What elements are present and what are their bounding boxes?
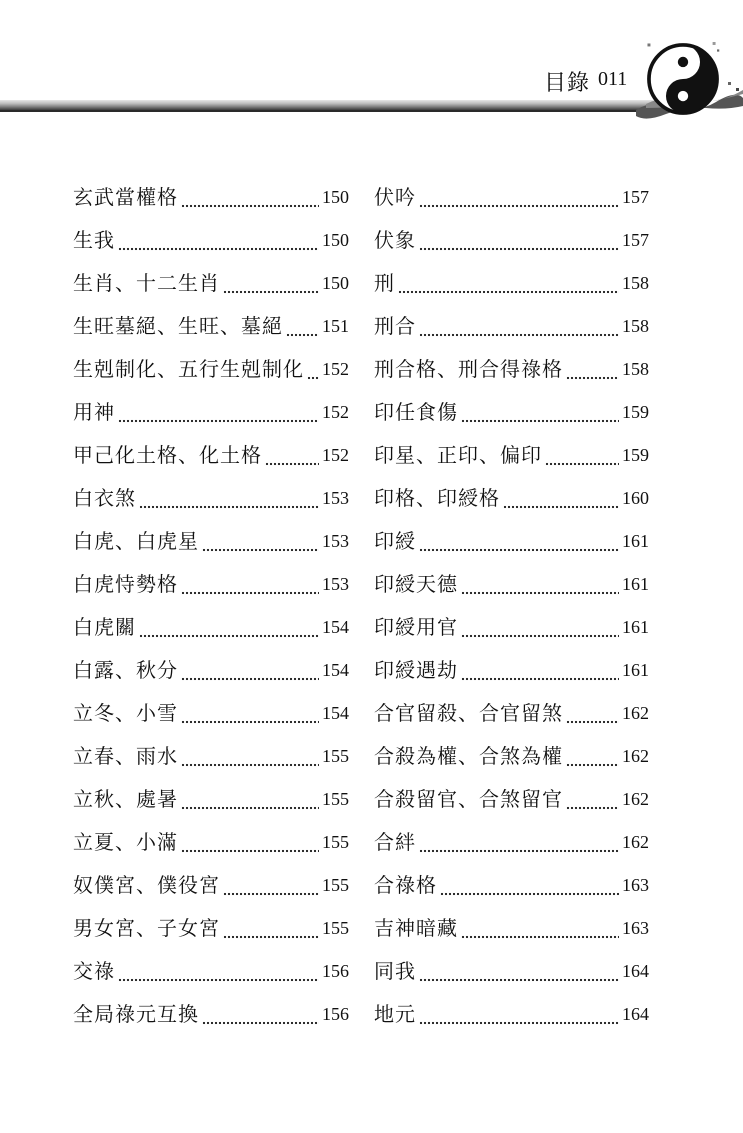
toc-entry [73, 950, 349, 993]
dot-leader [265, 446, 319, 466]
dot-leader [419, 962, 619, 982]
toc-entry-page: 158 [622, 273, 649, 293]
dot-leader [566, 704, 619, 724]
toc-entry [73, 219, 349, 262]
toc-entry-page: 163 [622, 918, 649, 938]
toc-entry-page: 162 [622, 789, 649, 809]
toc-entry-title: 刑合格、刑合得祿格 [374, 357, 563, 381]
toc-entry-title: 白虎關 [73, 615, 136, 639]
dot-leader [181, 704, 319, 724]
dot-leader [440, 876, 619, 896]
dot-leader [461, 403, 619, 423]
toc-entry-title: 合絆 [374, 830, 416, 854]
toc-entry-page: 159 [622, 402, 649, 422]
toc-entry-title: 吉神暗藏 [374, 916, 458, 940]
toc-entry-title: 立夏、小滿 [73, 830, 178, 854]
toc-entry-title: 印綬用官 [374, 615, 458, 639]
toc-entry-page: 161 [622, 531, 649, 551]
page-number: 011 [598, 68, 628, 90]
toc-entry [374, 520, 649, 563]
toc-entry-title: 立秋、處暑 [73, 787, 178, 811]
toc-entry-page: 162 [622, 832, 649, 852]
toc-entry-page: 152 [322, 359, 349, 379]
toc-entry [73, 305, 349, 348]
page-header [0, 0, 743, 125]
toc-entry [374, 993, 649, 1036]
toc-entry-page: 153 [322, 531, 349, 551]
dot-leader [286, 317, 319, 337]
dot-leader [181, 790, 319, 810]
dot-leader [223, 876, 319, 896]
dot-leader [181, 747, 319, 767]
toc-entry-title: 合祿格 [374, 873, 437, 897]
toc-entry-title: 印格、印綬格 [374, 486, 500, 510]
toc-entry [73, 262, 349, 305]
toc-entry [73, 477, 349, 520]
toc-entry-title: 甲己化土格、化土格 [73, 443, 262, 467]
dot-leader [223, 919, 319, 939]
toc-entry-title: 生旺墓絕、生旺、墓絕 [73, 314, 283, 338]
toc-entry-title: 白露、秋分 [73, 658, 178, 682]
dot-leader [461, 575, 619, 595]
toc-entry-title: 男女宮、子女宮 [73, 916, 220, 940]
dot-leader [139, 489, 319, 509]
toc-entry-title: 地元 [374, 1002, 416, 1026]
toc-entry-page: 151 [322, 316, 349, 336]
dot-leader [139, 618, 319, 638]
toc-entry [374, 606, 649, 649]
toc-entry-page: 164 [622, 1004, 649, 1024]
toc-entry [374, 778, 649, 821]
toc-entry-title: 合殺留官、合煞留官 [374, 787, 563, 811]
dot-leader [566, 790, 619, 810]
toc-entry [374, 434, 649, 477]
dot-leader [181, 661, 319, 681]
toc-entry-title: 生剋制化、五行生剋制化 [73, 357, 304, 381]
toc-entry-page: 161 [622, 574, 649, 594]
toc-column-right [374, 176, 649, 1036]
toc-entry-page: 150 [322, 187, 349, 207]
toc-entry-page: 157 [622, 187, 649, 207]
toc-entry-page: 164 [622, 961, 649, 981]
dot-leader [419, 532, 619, 552]
toc-entry-title: 伏象 [374, 228, 416, 252]
toc-entry-page: 154 [322, 703, 349, 723]
dot-leader [545, 446, 619, 466]
toc-entry [374, 262, 649, 305]
toc-entry-title: 印綬天德 [374, 572, 458, 596]
dot-leader [461, 661, 619, 681]
toc-column-left [73, 176, 349, 1036]
toc-entry-title: 立冬、小雪 [73, 701, 178, 725]
header-rule-line [0, 110, 690, 112]
dot-leader [419, 231, 619, 251]
dot-leader [419, 317, 619, 337]
dot-leader [307, 360, 319, 380]
dot-leader [181, 833, 319, 853]
yin-yang-icon [646, 42, 720, 116]
toc-entry-page: 155 [322, 832, 349, 852]
toc-entry-title: 立春、雨水 [73, 744, 178, 768]
toc-entry-page: 155 [322, 875, 349, 895]
toc-entry [73, 907, 349, 950]
toc-entry-page: 153 [322, 574, 349, 594]
toc-entry-page: 155 [322, 918, 349, 938]
toc-entry [374, 391, 649, 434]
toc-entry [374, 735, 649, 778]
dot-leader [398, 274, 619, 294]
toc-entry [73, 563, 349, 606]
toc-entry-title: 合殺為權、合煞為權 [374, 744, 563, 768]
toc-entry [73, 864, 349, 907]
toc-entry-page: 155 [322, 789, 349, 809]
dot-leader [181, 188, 319, 208]
toc-entry-title: 交祿 [73, 959, 115, 983]
toc-entry [73, 649, 349, 692]
toc-entry-page: 158 [622, 316, 649, 336]
toc-entry [374, 305, 649, 348]
toc-entry-page: 156 [322, 961, 349, 981]
dot-leader [118, 962, 319, 982]
toc-entry-page: 156 [322, 1004, 349, 1024]
dot-leader [566, 747, 619, 767]
toc-entry [374, 563, 649, 606]
dot-leader [419, 188, 619, 208]
toc-entry-page: 157 [622, 230, 649, 250]
dot-leader [461, 618, 619, 638]
dot-leader [566, 360, 619, 380]
toc-entry [73, 821, 349, 864]
toc-entry-title: 刑合 [374, 314, 416, 338]
dot-leader [419, 833, 619, 853]
dot-leader [419, 1005, 619, 1025]
toc-entry [374, 950, 649, 993]
toc-entry-title: 生我 [73, 228, 115, 252]
toc-entry [374, 692, 649, 735]
dot-leader [118, 403, 319, 423]
toc-entry-title: 全局祿元互換 [73, 1002, 199, 1026]
dot-leader [202, 1005, 319, 1025]
toc-entry-page: 159 [622, 445, 649, 465]
toc-entry-title: 伏吟 [374, 185, 416, 209]
dot-leader [461, 919, 619, 939]
toc-entry-title: 白虎恃勢格 [73, 572, 178, 596]
toc-entry [73, 520, 349, 563]
toc-entry-page: 158 [622, 359, 649, 379]
toc-entry-page: 162 [622, 703, 649, 723]
header-rule-band [0, 100, 690, 110]
toc-entry-title: 白虎、白虎星 [73, 529, 199, 553]
toc-entry [73, 391, 349, 434]
dot-leader [202, 532, 319, 552]
toc-entry [73, 606, 349, 649]
toc-entry-title: 玄武當權格 [73, 185, 178, 209]
toc-entry-page: 155 [322, 746, 349, 766]
toc-entry [374, 821, 649, 864]
toc-entry-title: 奴僕宮、僕役宮 [73, 873, 220, 897]
toc-entry-page: 153 [322, 488, 349, 508]
toc-entry [374, 649, 649, 692]
toc-entry-title: 印綬 [374, 529, 416, 553]
toc-entry [73, 692, 349, 735]
toc-entry [73, 778, 349, 821]
toc-entry [374, 907, 649, 950]
toc-entry-title: 刑 [374, 271, 395, 295]
toc-entry-title: 生肖、十二生肖 [73, 271, 220, 295]
toc-entry [73, 735, 349, 778]
toc-entry-title: 印任食傷 [374, 400, 458, 424]
dot-leader [118, 231, 319, 251]
toc-entry-page: 163 [622, 875, 649, 895]
toc-entry [374, 219, 649, 262]
section-title: 目錄 [544, 71, 591, 96]
dot-leader [223, 274, 319, 294]
toc-entry-title: 合官留殺、合官留煞 [374, 701, 563, 725]
toc-entry [374, 477, 649, 520]
toc-entry-page: 154 [322, 617, 349, 637]
toc-entry-page: 161 [622, 617, 649, 637]
toc-entry [73, 993, 349, 1036]
toc-entry-title: 印綬遇劫 [374, 658, 458, 682]
toc-entry-page: 160 [622, 488, 649, 508]
dot-leader [181, 575, 319, 595]
toc-entry-page: 150 [322, 230, 349, 250]
dot-leader [503, 489, 619, 509]
toc-entry-title: 用神 [73, 400, 115, 424]
toc-entry-page: 152 [322, 402, 349, 422]
toc-entry-title: 白衣煞 [73, 486, 136, 510]
toc-entry-page: 150 [322, 273, 349, 293]
toc-entry-page: 162 [622, 746, 649, 766]
toc-entry [73, 176, 349, 219]
toc-entry-page: 154 [322, 660, 349, 680]
toc-entry [374, 176, 649, 219]
toc-entry-title: 印星、正印、偏印 [374, 443, 542, 467]
toc-entry [73, 434, 349, 477]
toc-entry-page: 152 [322, 445, 349, 465]
toc-entry [374, 348, 649, 391]
toc-entry [73, 348, 349, 391]
toc-entry-title: 同我 [374, 959, 416, 983]
toc-entry-page: 161 [622, 660, 649, 680]
toc-entry [374, 864, 649, 907]
